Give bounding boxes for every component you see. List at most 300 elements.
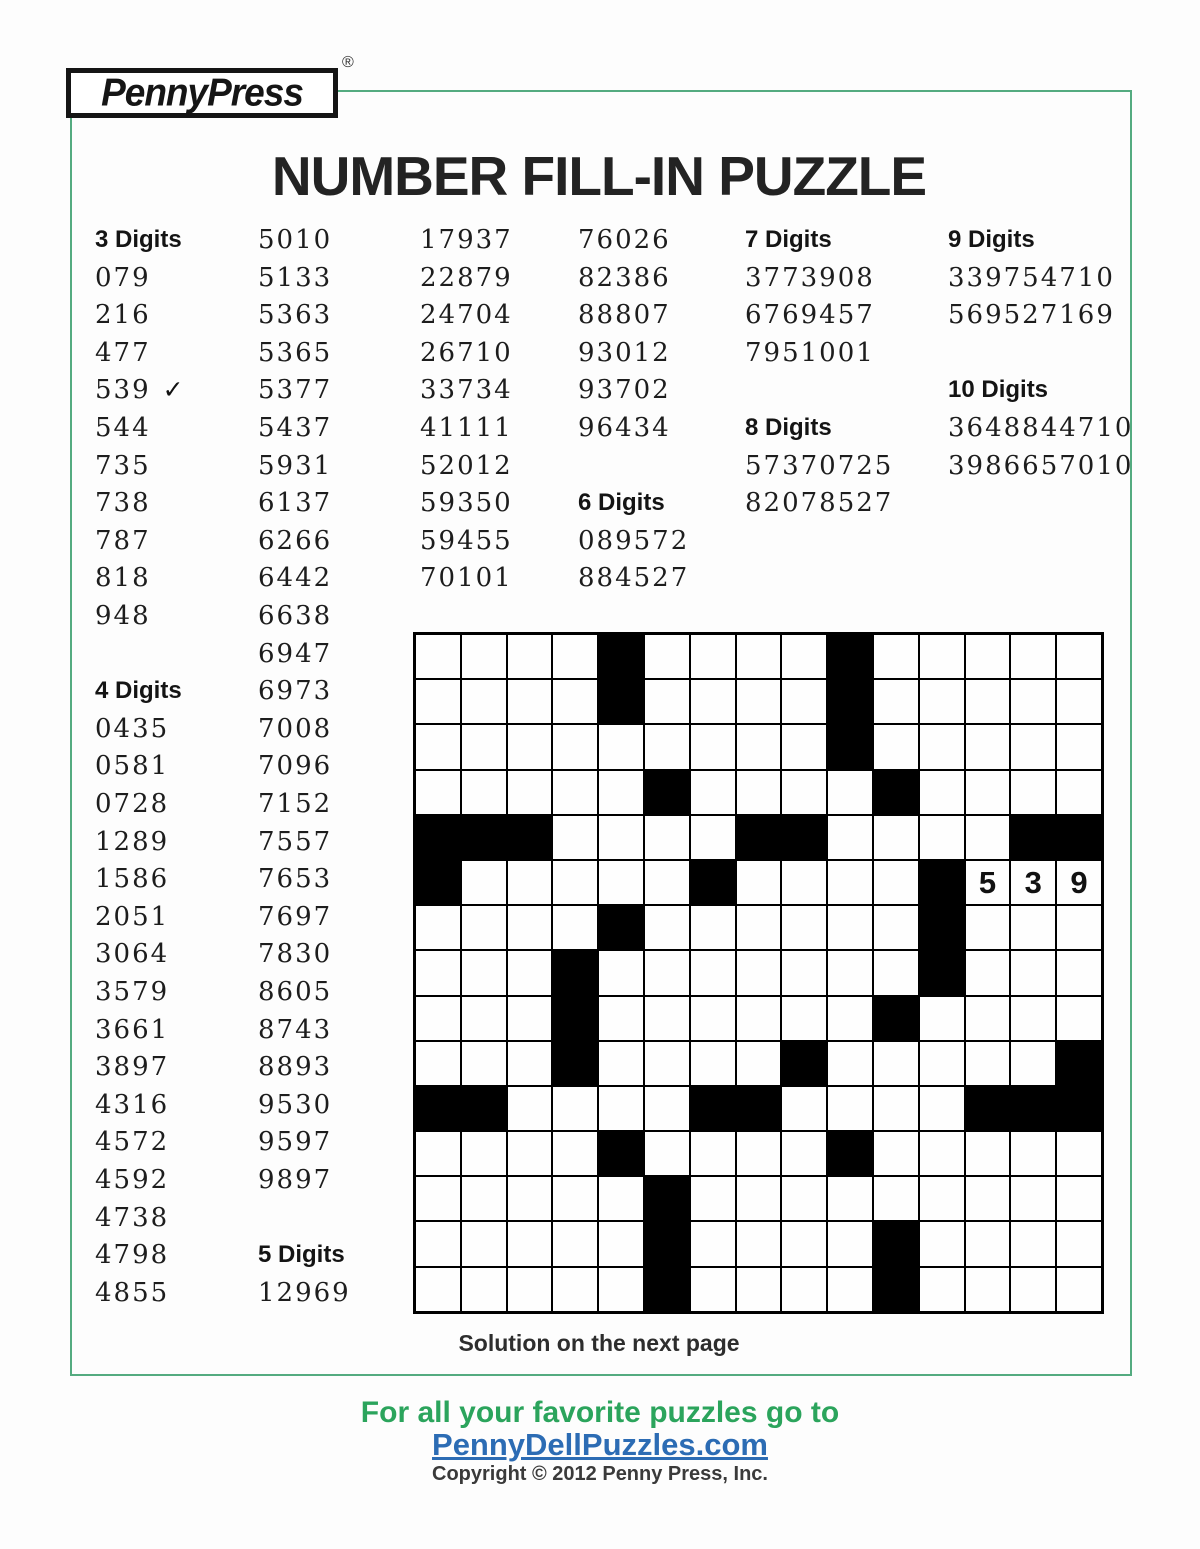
footer-link-wrap [0,1427,1200,1463]
grid-cell [416,906,460,949]
grid-cell [874,1087,918,1130]
grid-cell-black [462,1087,506,1130]
word-list-number: 3579 [95,977,170,1007]
grid-cell [462,1132,506,1175]
grid-cell [874,1042,918,1085]
grid-cell-black [874,771,918,814]
grid-cell [737,725,781,768]
grid-cell [599,1177,643,1220]
grid-cell-black [874,1222,918,1265]
grid-cell [462,680,506,723]
grid-cell [553,680,597,723]
grid-cell [920,1132,964,1175]
grid-cell [416,1132,460,1175]
grid-cell [599,725,643,768]
grid-cell [462,906,506,949]
grid-cell [508,1268,552,1311]
grid-cell [599,861,643,904]
word-list-number: 7096 [258,751,333,782]
grid-cell [966,1222,1010,1265]
digit-group-header: 10 Digits [948,376,1049,404]
grid-cell [508,725,552,768]
word-list-number: 41111 [420,413,513,443]
grid-cell [782,1132,826,1175]
grid-cell [874,1177,918,1220]
word-list-number: 88807 [578,300,671,331]
grid-cell [645,1042,689,1085]
grid-cell [508,635,552,678]
grid-cell [828,906,872,949]
grid-cell [966,635,1010,678]
grid-cell [966,1042,1010,1085]
word-list-number: 569527169 [948,300,1115,331]
grid-cell [737,771,781,814]
word-list-number: 3064 [95,939,170,970]
word-list-number: 82078527 [745,488,894,519]
grid-cell [966,906,1010,949]
grid-cell [782,1222,826,1265]
grid-cell [782,861,826,904]
grid-cell [874,951,918,994]
word-list-number: 52012 [420,450,513,481]
word-list-number: 0435 [95,713,170,744]
grid-cell-black [874,1268,918,1311]
grid-cell [645,861,689,904]
grid-cell [416,997,460,1040]
grid-cell [966,997,1010,1040]
word-list-number: 5377 [258,375,333,406]
word-list-number: 7697 [258,901,333,932]
grid-cell [1011,1222,1055,1265]
grid-cell [1057,771,1101,814]
grid-cell [828,1268,872,1311]
grid-cell [416,1042,460,1085]
grid-cell [691,1177,735,1220]
grid-cell [737,680,781,723]
grid-cell [1057,680,1101,723]
word-list-number: 9530 [258,1089,333,1120]
grid-cell [920,816,964,859]
pennypress-logo-text: PennyPress [101,71,303,114]
word-list-number: 4798 [95,1240,170,1271]
grid-cell [553,906,597,949]
word-list-number: 7008 [258,713,333,744]
grid-cell [1011,635,1055,678]
word-list-number: 884527 [578,563,690,594]
grid-cell [553,771,597,814]
grid-cell [691,997,735,1040]
grid-cell [966,1132,1010,1175]
grid-cell [416,1222,460,1265]
grid-cell [599,1222,643,1265]
grid-cell [645,1087,689,1130]
grid-cell-prefilled: 3 [1011,861,1055,904]
grid-cell [920,771,964,814]
grid-cell-black [828,635,872,678]
grid-cell [416,951,460,994]
grid-cell [1057,1222,1101,1265]
grid-cell [737,997,781,1040]
grid-cell-black [737,816,781,859]
puzzle-grid [413,632,1104,1314]
grid-cell [1057,951,1101,994]
grid-cell [874,906,918,949]
grid-cell [599,997,643,1040]
grid-cell [1057,1177,1101,1220]
grid-cell [966,1177,1010,1220]
grid-cell [645,1132,689,1175]
grid-cell-black [416,861,460,904]
grid-cell-black [691,861,735,904]
word-list-number: 7152 [258,789,333,819]
grid-cell [1011,951,1055,994]
grid-cell [462,1222,506,1265]
word-list-number: 93012 [578,337,671,368]
grid-cell [920,1177,964,1220]
grid-cell-black [645,1177,689,1220]
grid-cell-black [1011,816,1055,859]
grid-cell [691,906,735,949]
grid-cell [920,1222,964,1265]
grid-cell-black [1011,1087,1055,1130]
grid-cell [462,725,506,768]
word-list-number: 1586 [95,864,170,895]
word-list-number: 57370725 [745,450,894,481]
grid-cell [737,906,781,949]
grid-cell-black [599,635,643,678]
grid-cell [782,997,826,1040]
grid-cell [508,1222,552,1265]
grid-cell [645,906,689,949]
grid-cell [782,1268,826,1311]
grid-cell [508,771,552,814]
word-list-number: 8743 [258,1014,333,1045]
grid-cell [828,1042,872,1085]
grid-cell [782,725,826,768]
grid-cell-black [920,951,964,994]
digit-group-header: 4 Digits [95,677,182,705]
word-list-number: 70101 [420,563,513,594]
grid-cell-black [691,1087,735,1130]
word-list-number: 6638 [258,601,333,631]
grid-cell [508,1042,552,1085]
grid-cell [1011,680,1055,723]
grid-cell [1011,1132,1055,1175]
grid-cell [828,861,872,904]
word-list-number: 5133 [258,262,333,293]
grid-cell [416,635,460,678]
word-list-number: 216 [95,300,151,331]
grid-cell [782,951,826,994]
word-list-number: 0728 [95,789,170,819]
grid-cell-black [416,816,460,859]
word-list-number: 5010 [258,225,333,255]
word-list-number: 24704 [420,300,513,331]
word-list-number: 6973 [258,676,333,707]
grid-cell [462,997,506,1040]
grid-cell-black [599,1132,643,1175]
grid-cell-black [508,816,552,859]
grid-cell [966,816,1010,859]
word-list-number: 59455 [420,525,513,556]
grid-cell [966,725,1010,768]
word-list-number: 787 [95,525,151,556]
word-list-number: 26710 [420,337,513,368]
grid-cell [508,1177,552,1220]
word-list-number: 6442 [258,563,333,594]
word-list-number: 82386 [578,262,671,293]
grid-cell [782,1177,826,1220]
grid-cell [553,1268,597,1311]
word-list-number: 7951001 [745,337,875,368]
word-list-number: 3648844710 [948,413,1134,443]
word-list-number: 738 [95,488,151,519]
grid-cell-black [737,1087,781,1130]
grid-cell [553,1132,597,1175]
grid-cell-black [553,951,597,994]
pennydellpuzzles-link[interactable]: PennyDellPuzzles.com [432,1427,768,1462]
word-list-number: 4572 [95,1127,170,1158]
grid-cell-black [874,997,918,1040]
grid-cell [645,635,689,678]
word-list-number: 7830 [258,939,333,970]
grid-cell [1057,635,1101,678]
grid-cell [737,1268,781,1311]
word-list-number: 3773908 [745,262,875,293]
registered-trademark-icon: ® [342,54,354,71]
grid-cell [416,1268,460,1311]
word-list-number: 9597 [258,1127,333,1158]
grid-cell [553,816,597,859]
grid-cell [828,1177,872,1220]
word-list-number: 59350 [420,488,513,519]
grid-cell [1011,771,1055,814]
grid-cell [1057,1268,1101,1311]
grid-cell [553,861,597,904]
grid-cell [691,1132,735,1175]
grid-cell [782,906,826,949]
word-list-number: 76026 [578,225,671,255]
grid-cell [553,1177,597,1220]
word-list-number: 4738 [95,1202,170,1233]
word-list-number: 8605 [258,977,333,1007]
grid-cell-black [599,906,643,949]
grid-cell [874,680,918,723]
grid-cell [599,1042,643,1085]
grid-cell [416,680,460,723]
grid-cell [691,725,735,768]
word-list-number: 12969 [258,1277,351,1308]
grid-cell [782,680,826,723]
grid-cell [782,1087,826,1130]
grid-cell [508,997,552,1040]
grid-cell [737,1132,781,1175]
word-list-number: 7653 [258,864,333,895]
word-list-number: 2051 [95,901,170,932]
digit-group-header: 8 Digits [745,414,832,441]
grid-cell [691,635,735,678]
word-list-number: 948 [95,601,151,631]
grid-cell [920,635,964,678]
grid-cell [645,680,689,723]
page-title: NUMBER FILL-IN PUZZLE [271,145,927,207]
grid-cell [920,1268,964,1311]
grid-cell [599,951,643,994]
grid-cell [874,725,918,768]
grid-cell [462,861,506,904]
grid-cell [782,635,826,678]
grid-cell [508,680,552,723]
grid-cell-black [553,1042,597,1085]
grid-cell [828,951,872,994]
word-list-number: 6266 [258,525,333,556]
grid-cell [1011,906,1055,949]
grid-cell-black [645,771,689,814]
grid-cell-black [828,725,872,768]
grid-cell [1057,1132,1101,1175]
grid-cell [553,635,597,678]
grid-cell [828,997,872,1040]
grid-cell-black [966,1087,1010,1130]
grid-cell [508,861,552,904]
grid-cell [1011,997,1055,1040]
grid-cell [828,1087,872,1130]
word-list-number: 4592 [95,1165,170,1195]
grid-cell [599,816,643,859]
grid-cell [599,1087,643,1130]
word-list-number: 96434 [578,413,671,443]
grid-cell [737,1177,781,1220]
grid-cell [920,1087,964,1130]
pennypress-logo [66,68,338,118]
grid-cell-black [1057,1042,1101,1085]
grid-cell-black [920,906,964,949]
word-list-number: 6137 [258,488,333,519]
grid-cell [691,951,735,994]
grid-cell [828,1222,872,1265]
grid-cell [1057,997,1101,1040]
grid-cell [691,1042,735,1085]
digit-group-header: 9 Digits [948,226,1035,253]
grid-cell [737,951,781,994]
word-list-number: 1289 [95,826,170,857]
word-list-number: 818 [95,563,151,594]
word-list-number: 33734 [420,375,513,406]
grid-cell [508,1132,552,1175]
word-list-number: 3897 [95,1052,170,1083]
word-list-number: 22879 [420,262,513,293]
grid-cell [462,771,506,814]
word-list-number: 17937 [420,225,513,255]
word-list-number: 5437 [258,413,333,443]
grid-cell-black [828,680,872,723]
word-list-number: 6769457 [745,300,875,331]
grid-cell-prefilled: 9 [1057,861,1101,904]
grid-cell [1011,725,1055,768]
solution-note: Solution on the next page [458,1330,740,1356]
grid-cell [599,771,643,814]
grid-cell [691,1268,735,1311]
grid-cell-black [599,680,643,723]
grid-cell [737,861,781,904]
word-list-number: 5363 [258,300,333,331]
grid-cell [874,1132,918,1175]
grid-cell [599,1268,643,1311]
word-list-number: 3986657010 [948,450,1134,481]
grid-cell [645,725,689,768]
grid-cell [737,635,781,678]
grid-cell [782,771,826,814]
grid-cell [1057,906,1101,949]
grid-cell [920,1042,964,1085]
word-list-number: 477 [95,337,151,368]
grid-cell [508,906,552,949]
grid-cell [920,680,964,723]
grid-cell-black [553,997,597,1040]
grid-cell-black [645,1222,689,1265]
check-mark-icon: ✓ [162,375,184,405]
digit-group-header: 3 Digits [95,226,182,253]
word-list-number: 735 [95,450,151,481]
word-list-number: 539 ✓ [95,375,184,406]
grid-cell [553,1087,597,1130]
word-list-number: 544 [95,413,151,443]
digit-group-header: 6 Digits [578,489,665,517]
word-list-number: 5931 [258,450,333,481]
grid-cell [1011,1177,1055,1220]
grid-cell [966,1268,1010,1311]
grid-cell-black [828,1132,872,1175]
grid-cell [828,771,872,814]
grid-cell [416,771,460,814]
word-list-number: 0581 [95,751,170,782]
grid-cell [462,1177,506,1220]
footer-copyright: Copyright © 2012 Penny Press, Inc. [432,1463,768,1485]
grid-cell [462,635,506,678]
grid-cell [462,1268,506,1311]
grid-cell [874,861,918,904]
grid-cell-black [462,816,506,859]
grid-cell [920,725,964,768]
grid-cell [553,1222,597,1265]
grid-cell [691,816,735,859]
grid-cell [691,680,735,723]
grid-cell [874,635,918,678]
grid-cell [1011,1268,1055,1311]
grid-cell [1057,725,1101,768]
grid-cell [874,816,918,859]
grid-cell-black [416,1087,460,1130]
grid-cell [920,997,964,1040]
grid-cell [508,951,552,994]
grid-cell [691,771,735,814]
word-list-number: 3661 [95,1014,170,1045]
grid-cell-black [645,1268,689,1311]
grid-cell-prefilled: 5 [966,861,1010,904]
word-list-number: 079 [95,262,151,293]
grid-cell [462,1042,506,1085]
word-list-number: 5365 [258,337,333,368]
word-list-number: 9897 [258,1165,333,1195]
grid-cell-black [1057,816,1101,859]
grid-cell [645,951,689,994]
word-list-number: 93702 [578,375,671,406]
grid-cell [828,816,872,859]
grid-cell [462,951,506,994]
grid-cell [966,951,1010,994]
word-list-number: 4316 [95,1089,170,1120]
word-list-number: 7557 [258,826,333,857]
